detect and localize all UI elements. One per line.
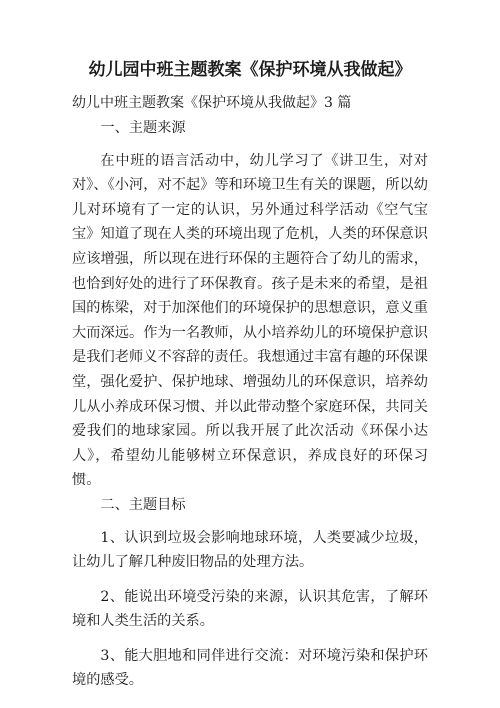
goal-item-1: 1、认识到垃圾会影响地球环境，人类要减少垃圾，让幼儿了解几种废旧物品的处理方法。 — [72, 529, 428, 571]
section-heading-source: 一、主题来源 — [100, 120, 186, 136]
goal-item-3: 3、能大胆地和同伴进行交流：对环境污染和保护环境的感受。 — [72, 647, 428, 689]
document-title: 幼儿园中班主题教案《保护环境从我做起》 — [88, 60, 412, 80]
goal-item-2: 2、能说出环境受污染的来源，认识其危害，了解环境和人类生活的关系。 — [72, 588, 428, 630]
paragraph-source: 在中班的语言活动中，幼儿学习了《讲卫生，对对对》、《小河，对不起》等和环境卫生有关的课题，所以幼儿对环境有了一定的认识，另外通过科学活动《空气宝宝》知道了现在人类的环境出现了危机，人类的环保意识应该增强，所以现在进行环保的主题符合了幼儿的需求，也恰到好处的进行了环保教育。孩子是未来的希望，是祖国的栋梁，对于加深他们的环境保护的思想意识，意义重大而深远。作为一名教师，从小培养幼儿的环境保护意识是我们老师义不容辞的责任。我想通过丰富有趣的环保课堂，强化爱护、保护地球、增强幼儿的环保意识，培养幼儿从小养成环保习惯、并以此带动整个家庭环保，共同关爱我们的地球家园。所以我开展了此次活动《环保小达人》，希望幼儿能够树立环保意识，养成良好的环保习惯。 — [72, 152, 428, 489]
section-heading-goals: 二、主题目标 — [100, 496, 186, 513]
document-subtitle: 幼儿中班主题教案《保护环境从我做起》3 篇 — [72, 95, 352, 111]
document-body — [72, 116, 428, 693]
